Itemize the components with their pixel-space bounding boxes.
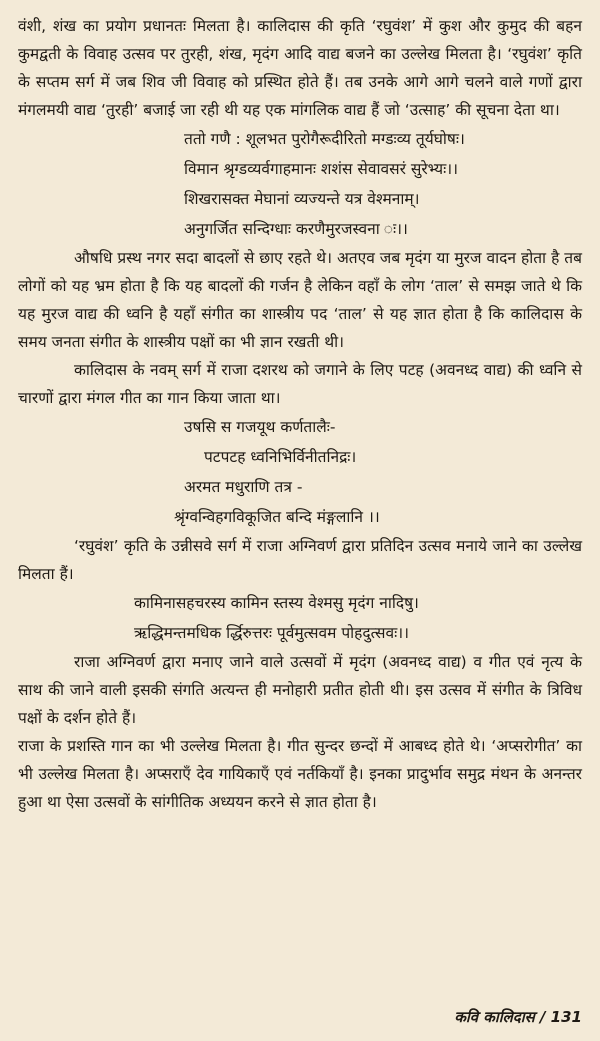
verse-block — [18, 412, 582, 532]
verse-block — [18, 124, 582, 244]
verse-block — [18, 588, 582, 648]
paragraph: राजा अग्निवर्ण द्वारा मनाए जाने वाले उत्सवों में मृदंग (अवनध्द वाद्य) व गीत एवं नृत्य के साथ की जाने वाली इसकी संगति अत्यन्त ही मनोहारी प्रतीत होती थी। इस उत्सव में संगीत के त्रिविध पक्षों के दर्शन होते हैं। — [18, 653, 582, 727]
paragraph: वंशी, शंख का प्रयोग प्रधानतः मिलता है। कालिदास की कृति ‘रघुवंश’ में कुश और कुमुद की बहन कुमद्वती के विवाह उत्सव पर तुरही, शंख, मृदंग आदि वाद्य बजने का उल्लेख मिलता है। ‘रघुवंश’ कृति के सप्तम सर्ग में जब शिव जी विवाह को प्रस्थित होते हैं। तब उनके आगे आगे चलने वाले गणों द्वारा मंगलमयी वाद्य ‘तुरही’ बजाई जा रही थी यह एक मांगलिक वाद्य हैं जो ‘उत्साह’ की सूचना देता था। — [18, 17, 582, 119]
verse-line: अरमत मधुराणि तत्र - — [184, 478, 303, 496]
paragraph: राजा के प्रशस्ति गान का भी उल्लेख मिलता है। गीत सुन्दर छन्दों में आबध्द होते थे। ‘अप्सरोगीत’ का भी उल्लेख मिलता है। अप्सराएँ देव गायिकाएँ एवं नर्तकियाँ है। इनका प्रादुर्भाव समुद्र मंथन के अनन्तर हुआ था ऐसा उत्सवों के सांगीतिक अध्ययन करने से ज्ञात होता है। — [18, 737, 582, 811]
paragraph: कालिदास के नवम् सर्ग में राजा दशरथ को जगाने के लिए पटह (अवनध्द वाद्य) की ध्वनि से चारणों द्वारा मंगल गीत का गान किया जाता था। — [18, 361, 582, 407]
page-footer: कवि कालिदास / 131 — [454, 1008, 582, 1026]
verse-line: कामिनासहचरस्य कामिन स्तस्य वेश्मसु मृदंग नादिषु। — [134, 594, 419, 612]
verse-line: श्रृंग्वन्विहगविकूजित बन्दि मंङ्गलानि ।। — [174, 508, 380, 526]
verse-line: विमान श्रृग्डव्यर्वगाहमानः शशंस सेवावसरं सुरेभ्यः।। — [184, 160, 458, 178]
verse-line: ततो गणै : शूलभत पुरोगैरूदीरितो मग्डःव्य तूर्यघोषः। — [184, 130, 465, 148]
paragraph: औषधि प्रस्थ नगर सदा बादलों से छाए रहते थे। अतएव जब मृदंग या मुरज वादन होता है तब लोगों को यह भ्रम होता है कि यह बादलों की गर्जन है लेकिन वहाँ के लोग ‘ताल’ से समझ जाते थे कि यह मुरज वाद्य की ध्वनि है यहाँ संगीत का शास्त्रीय पद ‘ताल’ से यह ज्ञात होता है कि कालिदास के समय जनता संगीत के शास्त्रीय पक्षों का भी ज्ञान रखती थी। — [18, 249, 582, 351]
verse-line: ऋद्धिमन्तमधिक र्द्धिरुत्तरः पूर्वमुत्सवम पोहदुत्सवः।। — [134, 624, 410, 642]
verse-line: शिखरासक्त मेघानां व्यज्यन्ते यत्र वेश्मनाम्। — [184, 190, 420, 208]
paragraph: ‘रघुवंश’ कृति के उन्नीसवे सर्ग में राजा अग्निवर्ण द्वारा प्रतिदिन उत्सव मनाये जाने का उल्लेख मिलता हैं। — [18, 537, 582, 583]
verse-line: उषसि स गजयूथ कर्णतालैः- — [184, 418, 336, 436]
verse-line: अनुगर्जित सन्दिग्धाः करणैमुरजस्वना ः।। — [184, 220, 408, 238]
verse-line: पटपटह ध्वनिभिर्विनीतनिद्रः। — [204, 448, 357, 466]
